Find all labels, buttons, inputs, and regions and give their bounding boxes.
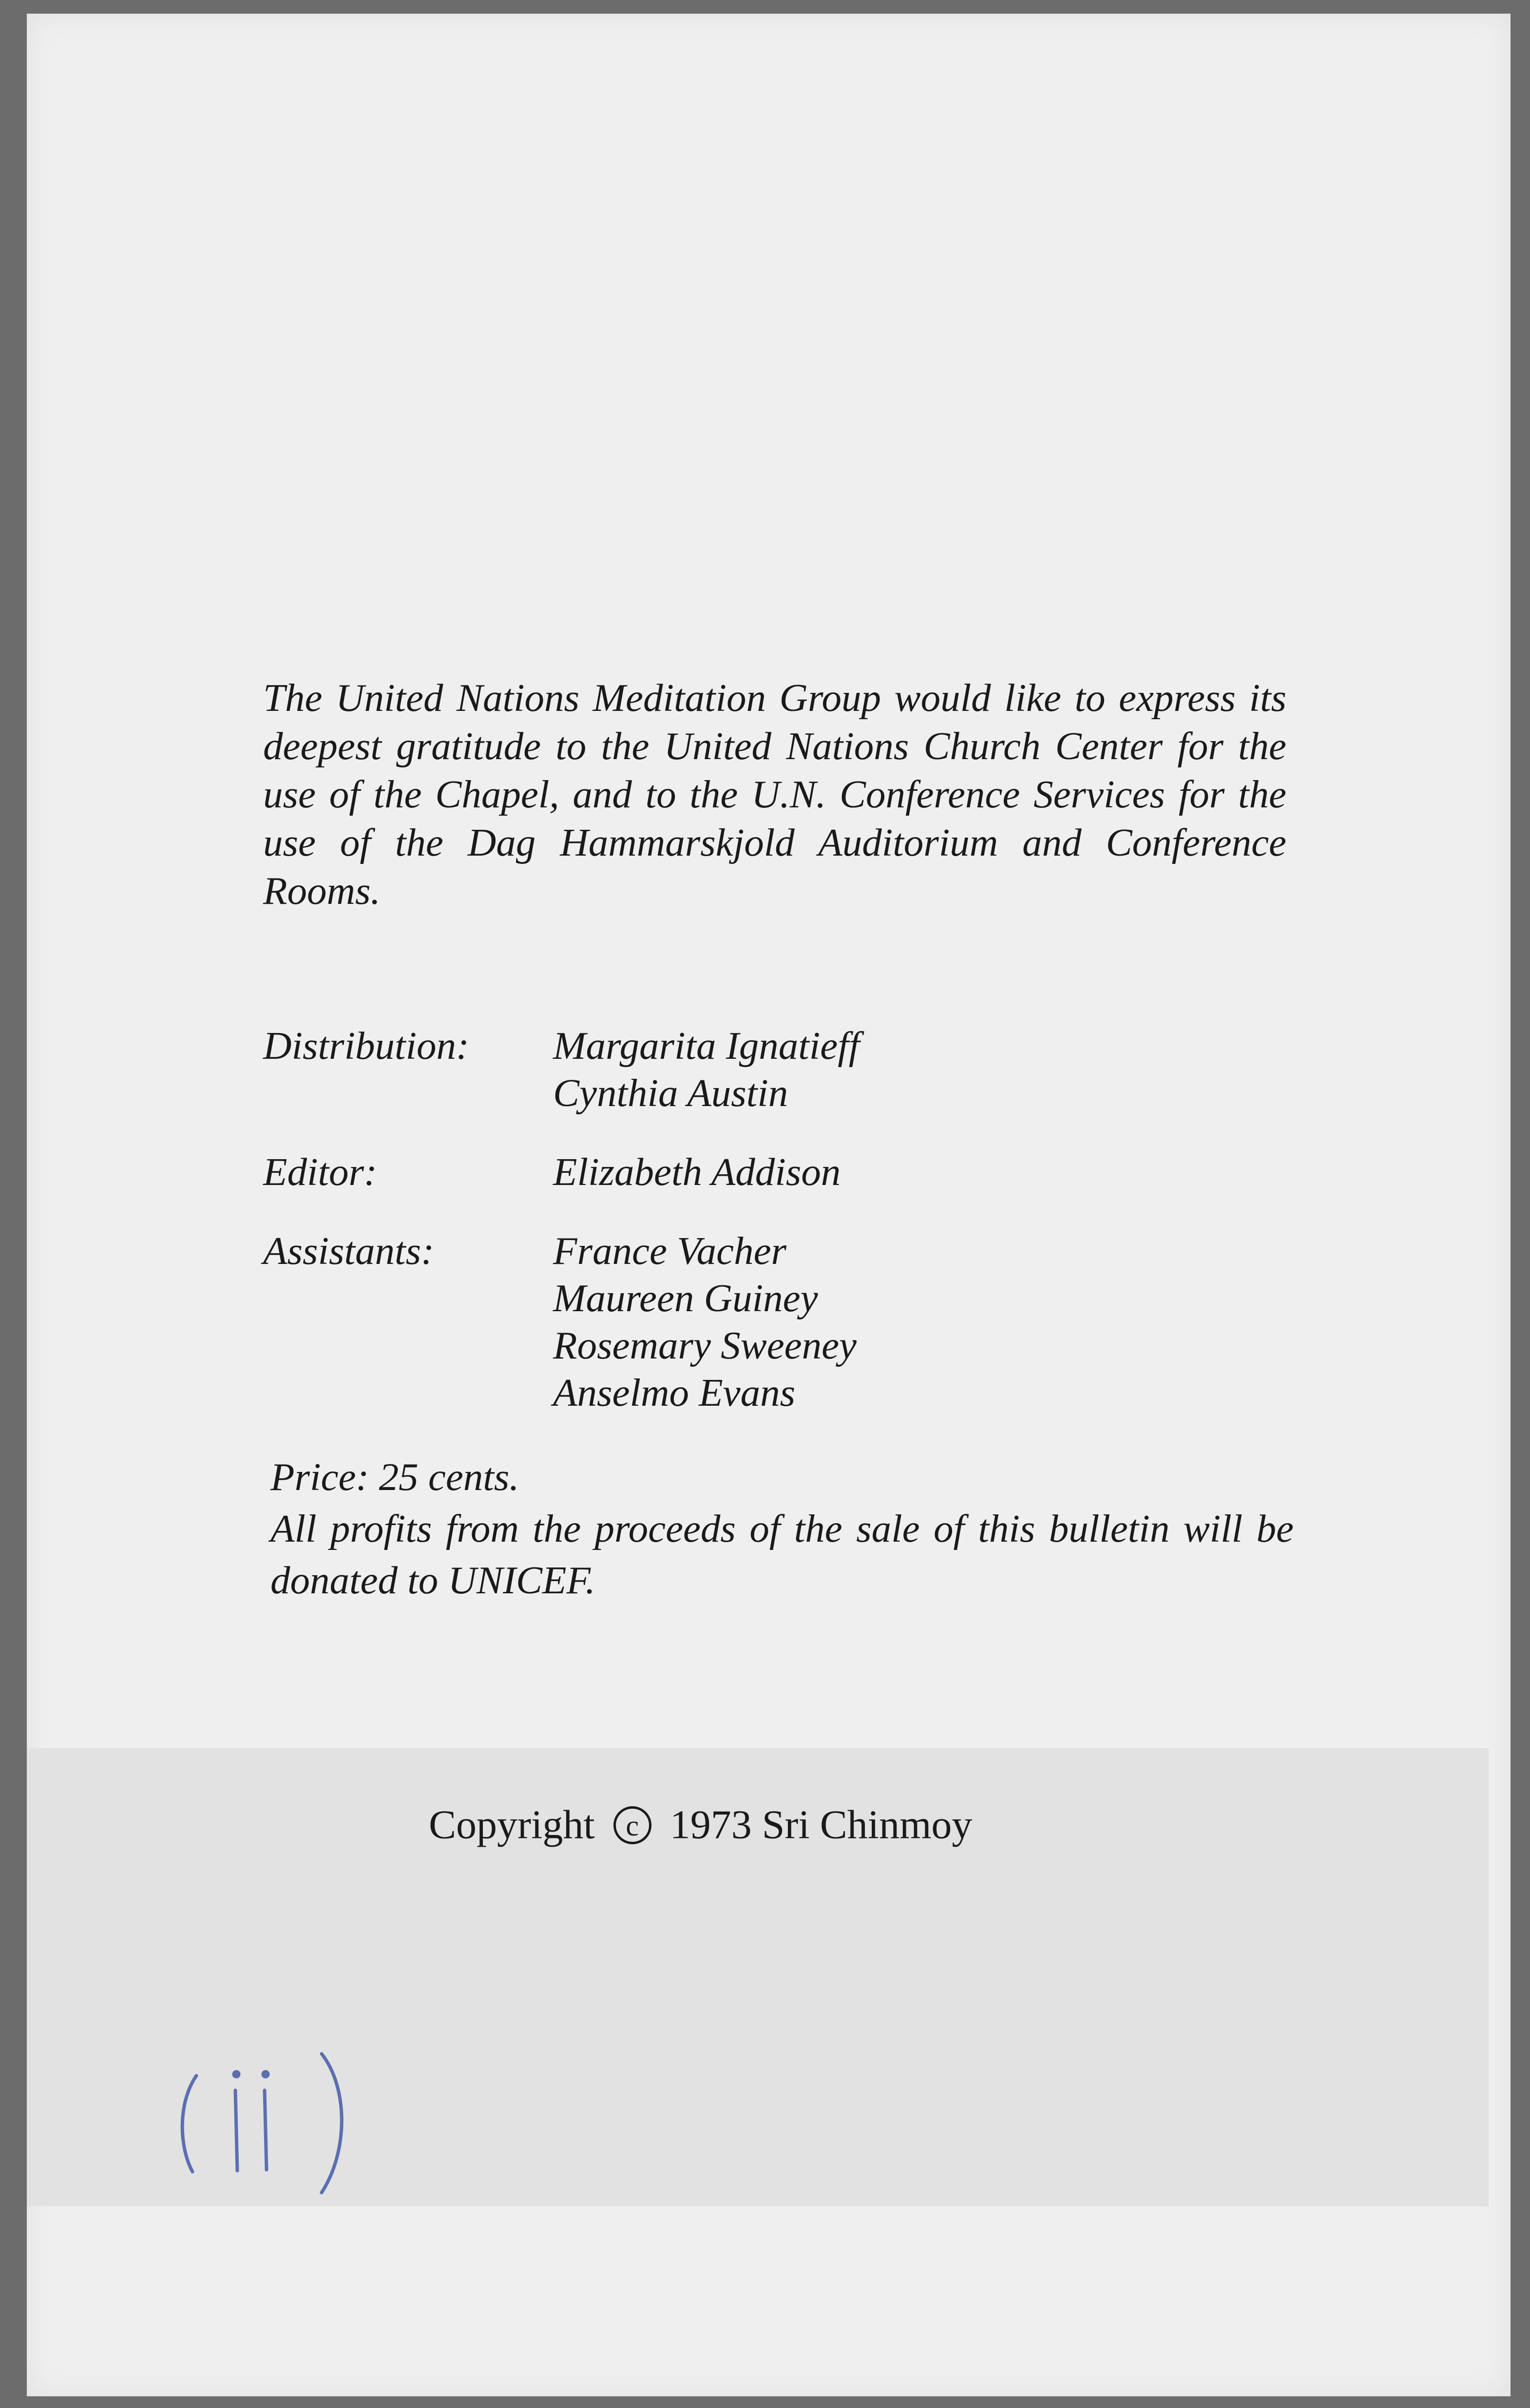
credit-names-editor xyxy=(553,1148,841,1196)
credit-distribution xyxy=(263,1022,1335,1117)
credit-names-assistants xyxy=(553,1227,857,1416)
copyright-owner: 1973 Sri Chinmoy xyxy=(669,1802,973,1848)
credit-assistants xyxy=(263,1227,1335,1416)
price-block xyxy=(270,1451,1294,1606)
credits-list xyxy=(263,1022,1335,1448)
credit-editor xyxy=(263,1148,1335,1196)
acknowledgement-paragraph: The United Nations Meditation Group would like to express its deepest gratitude to the United Nations Church Center for the use of the Chapel, and to the U.N. Conference Services for the use of the Dag Hammarskjold Auditorium and Conference Rooms. xyxy=(263,676,1286,913)
credit-label-distribution: Distribution: xyxy=(263,1024,470,1068)
copyright-line xyxy=(429,1797,972,1850)
handwritten-page-number xyxy=(173,2044,378,2200)
credit-name: Margarita Ignatieff xyxy=(553,1024,860,1068)
copyright-word: Copyright xyxy=(429,1802,595,1848)
credit-name: Maureen Guiney xyxy=(553,1276,818,1320)
credit-name: Elizabeth Addison xyxy=(553,1150,841,1194)
profits-note: All profits from the proceeds of the sale of this bulletin will be donated to UNICEF. xyxy=(270,1507,1294,1602)
credit-names-distribution xyxy=(553,1022,860,1117)
credit-label-editor: Editor: xyxy=(263,1150,377,1194)
credit-name: Cynthia Austin xyxy=(553,1071,788,1115)
copyright-symbol-icon: c xyxy=(613,1806,651,1844)
credit-name: Rosemary Sweeney xyxy=(553,1323,857,1367)
credit-name: Anselmo Evans xyxy=(553,1371,796,1414)
credit-label-assistants: Assistants: xyxy=(263,1229,435,1273)
credit-name: France Vacher xyxy=(553,1229,787,1273)
price-line: Price: 25 cents. xyxy=(270,1455,519,1499)
